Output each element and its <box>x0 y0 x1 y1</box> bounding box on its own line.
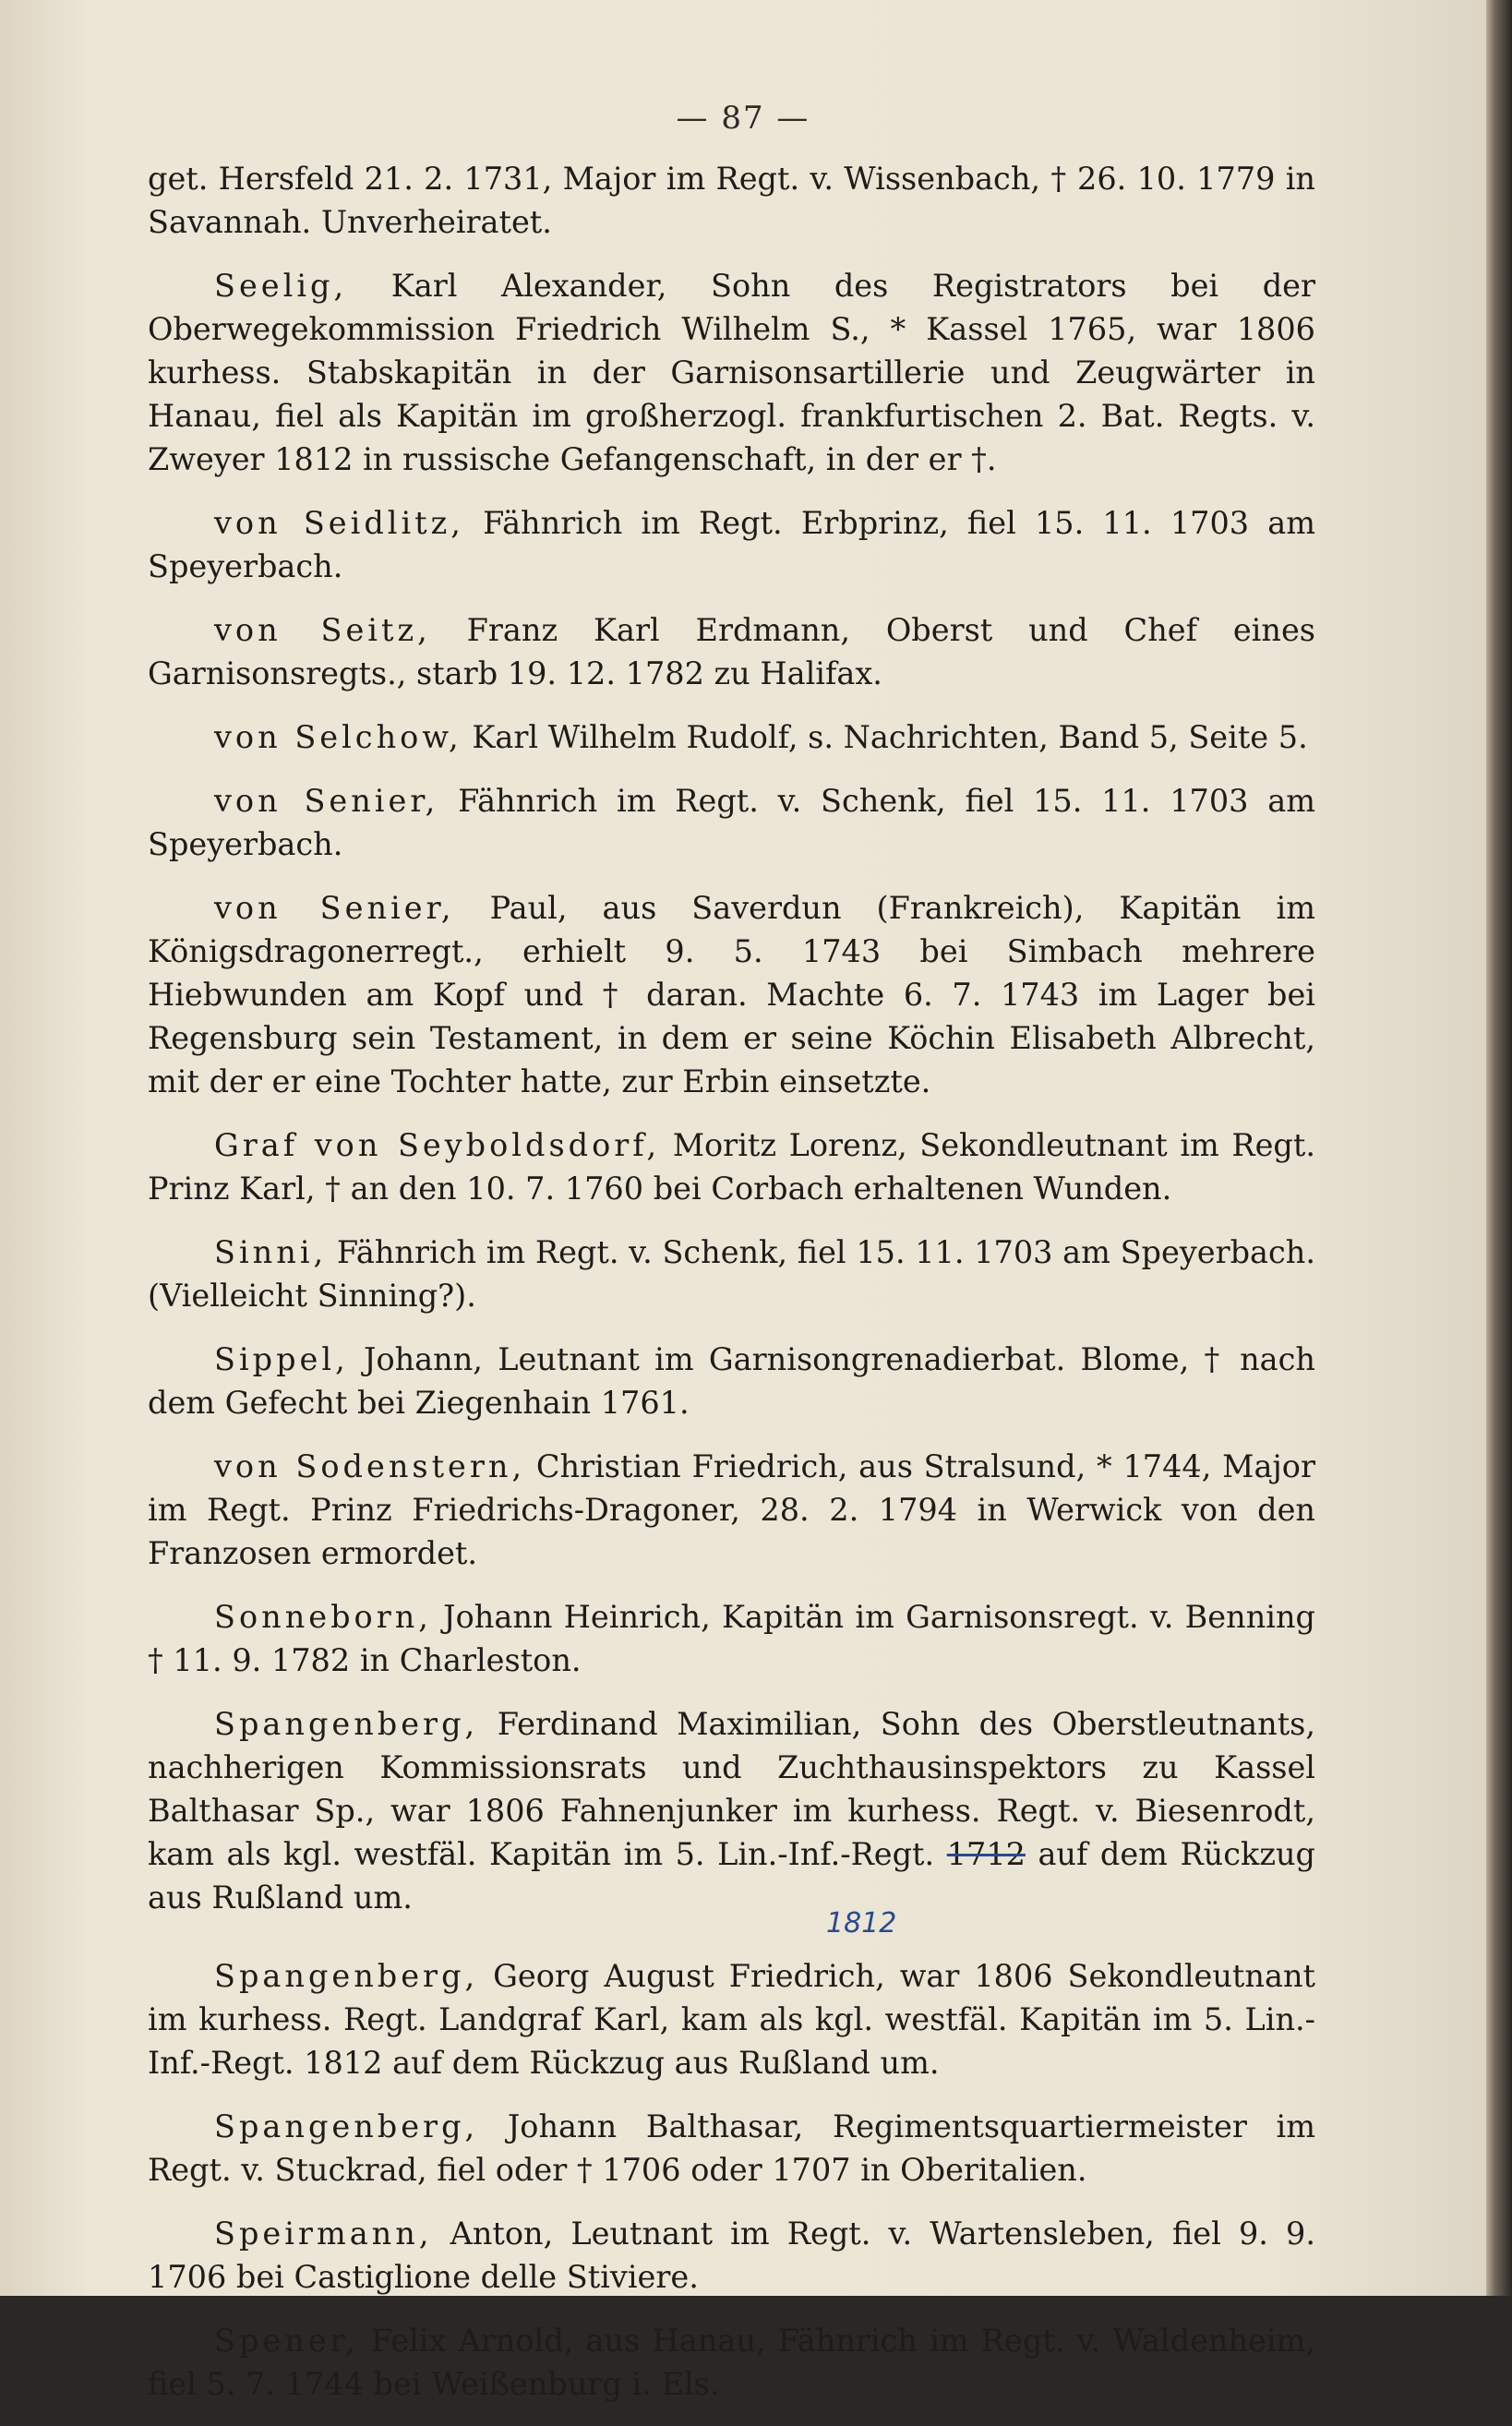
entry-name: Speirmann, <box>214 2216 433 2252</box>
entry-name: Seelig, <box>214 268 348 304</box>
entry-name: Graf von Seyboldsdorf, <box>214 1127 661 1163</box>
page-edge-shadow <box>1486 0 1512 2296</box>
entry-seitz <box>148 608 1315 695</box>
entry-senier-2 <box>148 886 1315 1103</box>
entry-text: Christian Friedrich, aus Stralsund, * 1744, Major im Regt. Prinz Friedrichs-Dragoner, 28. 2. 1794 in Werwick von den Franzosen ermordet. <box>148 1448 1315 1571</box>
entry-seyboldsdorf <box>148 1123 1315 1210</box>
entry-sodenstern <box>148 1445 1315 1575</box>
entry-name: Spener, <box>214 2323 359 2359</box>
entry-speirmann <box>148 2212 1315 2299</box>
entry-text: Anton, Leutnant im Regt. v. Wartensleben, fiel 9. 9. 1706 bei Castiglione delle Stiviere. <box>148 2216 1315 2295</box>
entry-name: Spangenberg, <box>214 1706 479 1742</box>
entry-name: Sippel, <box>214 1341 349 1377</box>
entry-text: Karl Wilhelm Rudolf, s. Nachrichten, Band 5, Seite 5. <box>462 719 1308 755</box>
entry-name: von Seitz, <box>214 612 431 648</box>
entry-spangenberg-johann <box>148 2105 1315 2192</box>
entry-text: Georg August Friedrich, war 1806 Sekondleutnant im kurhess. Regt. Landgraf Karl, kam als kgl. westfäl. Kapitän im 5. Lin.-Inf.-Regt. 1812 auf dem Rückzug aus Rußland um. <box>148 1958 1315 2081</box>
entry-text: Johann, Leutnant im Garnisongrenadierbat. Blome, † nach dem Gefecht bei Ziegenhain 1761. <box>148 1341 1315 1421</box>
entry-text: Johann Balthasar, Regimentsquartiermeister im Regt. v. Stuckrad, fiel oder † 1706 oder 1707 in Oberitalien. <box>148 2108 1315 2188</box>
entry-seidlitz <box>148 501 1315 588</box>
entry-text: Felix Arnold, aus Hanau, Fähnrich im Regt. v. Waldenheim, fiel 5. 7. 1744 bei Weißenburg i. Els. <box>148 2323 1315 2402</box>
entry-name: Sonneborn, <box>214 1599 432 1635</box>
entry-text: Paul, aus Saverdun (Frankreich), Kapitän im Königsdragonerregt., erhielt 9. 5. 1743 bei Simbach mehrere Hiebwunden am Kopf und † daran. Machte 6. 7. 1743 im Lager bei Regensburg sein Testament, in dem er seine Köchin Elisabeth Albrecht, mit der er eine Tochter hatte, zur Erbin einsetzte. <box>148 890 1315 1099</box>
entry-sinni <box>148 1231 1315 1317</box>
entry-senier-1 <box>148 779 1315 866</box>
entry-text-after: auf dem Rückzug aus Rußland um. <box>148 1836 1315 1916</box>
entry-name: von Senier, <box>214 890 455 926</box>
entry-seelig <box>148 264 1315 481</box>
entry-name: von Seidlitz, <box>214 505 464 541</box>
entry-spener <box>148 2319 1315 2406</box>
entry-text: get. Hersfeld 21. 2. 1731, Major im Regt. v. Wissenbach, † 26. 10. 1779 in Savannah. Unverheiratet. <box>148 161 1315 240</box>
entry-name: von Sodenstern, <box>214 1448 526 1484</box>
entry-spangenberg-georg <box>148 1954 1315 2084</box>
entry-text: Franz Karl Erdmann, Oberst und Chef eines Garnisonsregts., starb 19. 12. 1782 zu Halifax. <box>148 612 1315 691</box>
entry-text: Johann Heinrich, Kapitän im Garnisonsregt. v. Benning † 11. 9. 1782 in Charleston. <box>148 1599 1315 1678</box>
entry-text: Fähnrich im Regt. v. Schenk, fiel 15. 11. 1703 am Speyerbach. <box>148 783 1315 862</box>
entry-text: Fähnrich im Regt. v. Schenk, fiel 15. 11. 1703 am Speyerbach. (Vielleicht Sinning?). <box>148 1234 1315 1314</box>
page-number: — 87 — <box>676 100 810 137</box>
entry-name: Spangenberg, <box>214 2108 479 2144</box>
entry-text: Karl Alexander, Sohn des Registrators bei der Oberwegekommission Friedrich Wilhelm S., * Kassel 1765, war 1806 kurhess. Stabskapitän in der Garnisonsartillerie und Zeugwärter in Hanau, fiel als Kapitän im großherzogl. frankfurtischen 2. Bat. Regts. v. Zweyer 1812 in russische Gefangenschaft, in der er †. <box>148 268 1315 477</box>
handwritten-correction: 1812 <box>826 1907 897 1940</box>
entry-name: Spangenberg, <box>214 1958 479 1994</box>
struck-year: 1712 <box>946 1836 1026 1872</box>
entry-text: Fähnrich im Regt. Erbprinz, fiel 15. 11. 1703 am Speyerbach. <box>148 505 1315 584</box>
entry-name: Sinni, <box>214 1234 328 1270</box>
entry-continuation <box>148 157 1315 244</box>
entry-name: von Senier, <box>214 783 439 819</box>
entry-sonneborn <box>148 1595 1315 1682</box>
page-text <box>148 157 1315 2426</box>
entry-text: Ferdinand Maximilian, Sohn des Oberstleutnants, nachherigen Kommissionsrats und Zuchthausinspektors zu Kassel Balthasar Sp., war 1806 Fahnenjunker im kurhess. Regt. v. Biesenrodt, kam als kgl. westfäl. Kapitän im 5. Lin.-Inf.-Regt. <box>148 1706 1315 1872</box>
entry-selchow <box>148 715 1315 759</box>
entry-text: Moritz Lorenz, Sekondleutnant im Regt. Prinz Karl, † an den 10. 7. 1760 bei Corbach erhaltenen Wunden. <box>148 1127 1315 1207</box>
entry-spangenberg-ferdinand <box>148 1702 1315 1940</box>
entry-name: von Selchow, <box>214 719 462 755</box>
entry-sippel <box>148 1338 1315 1424</box>
